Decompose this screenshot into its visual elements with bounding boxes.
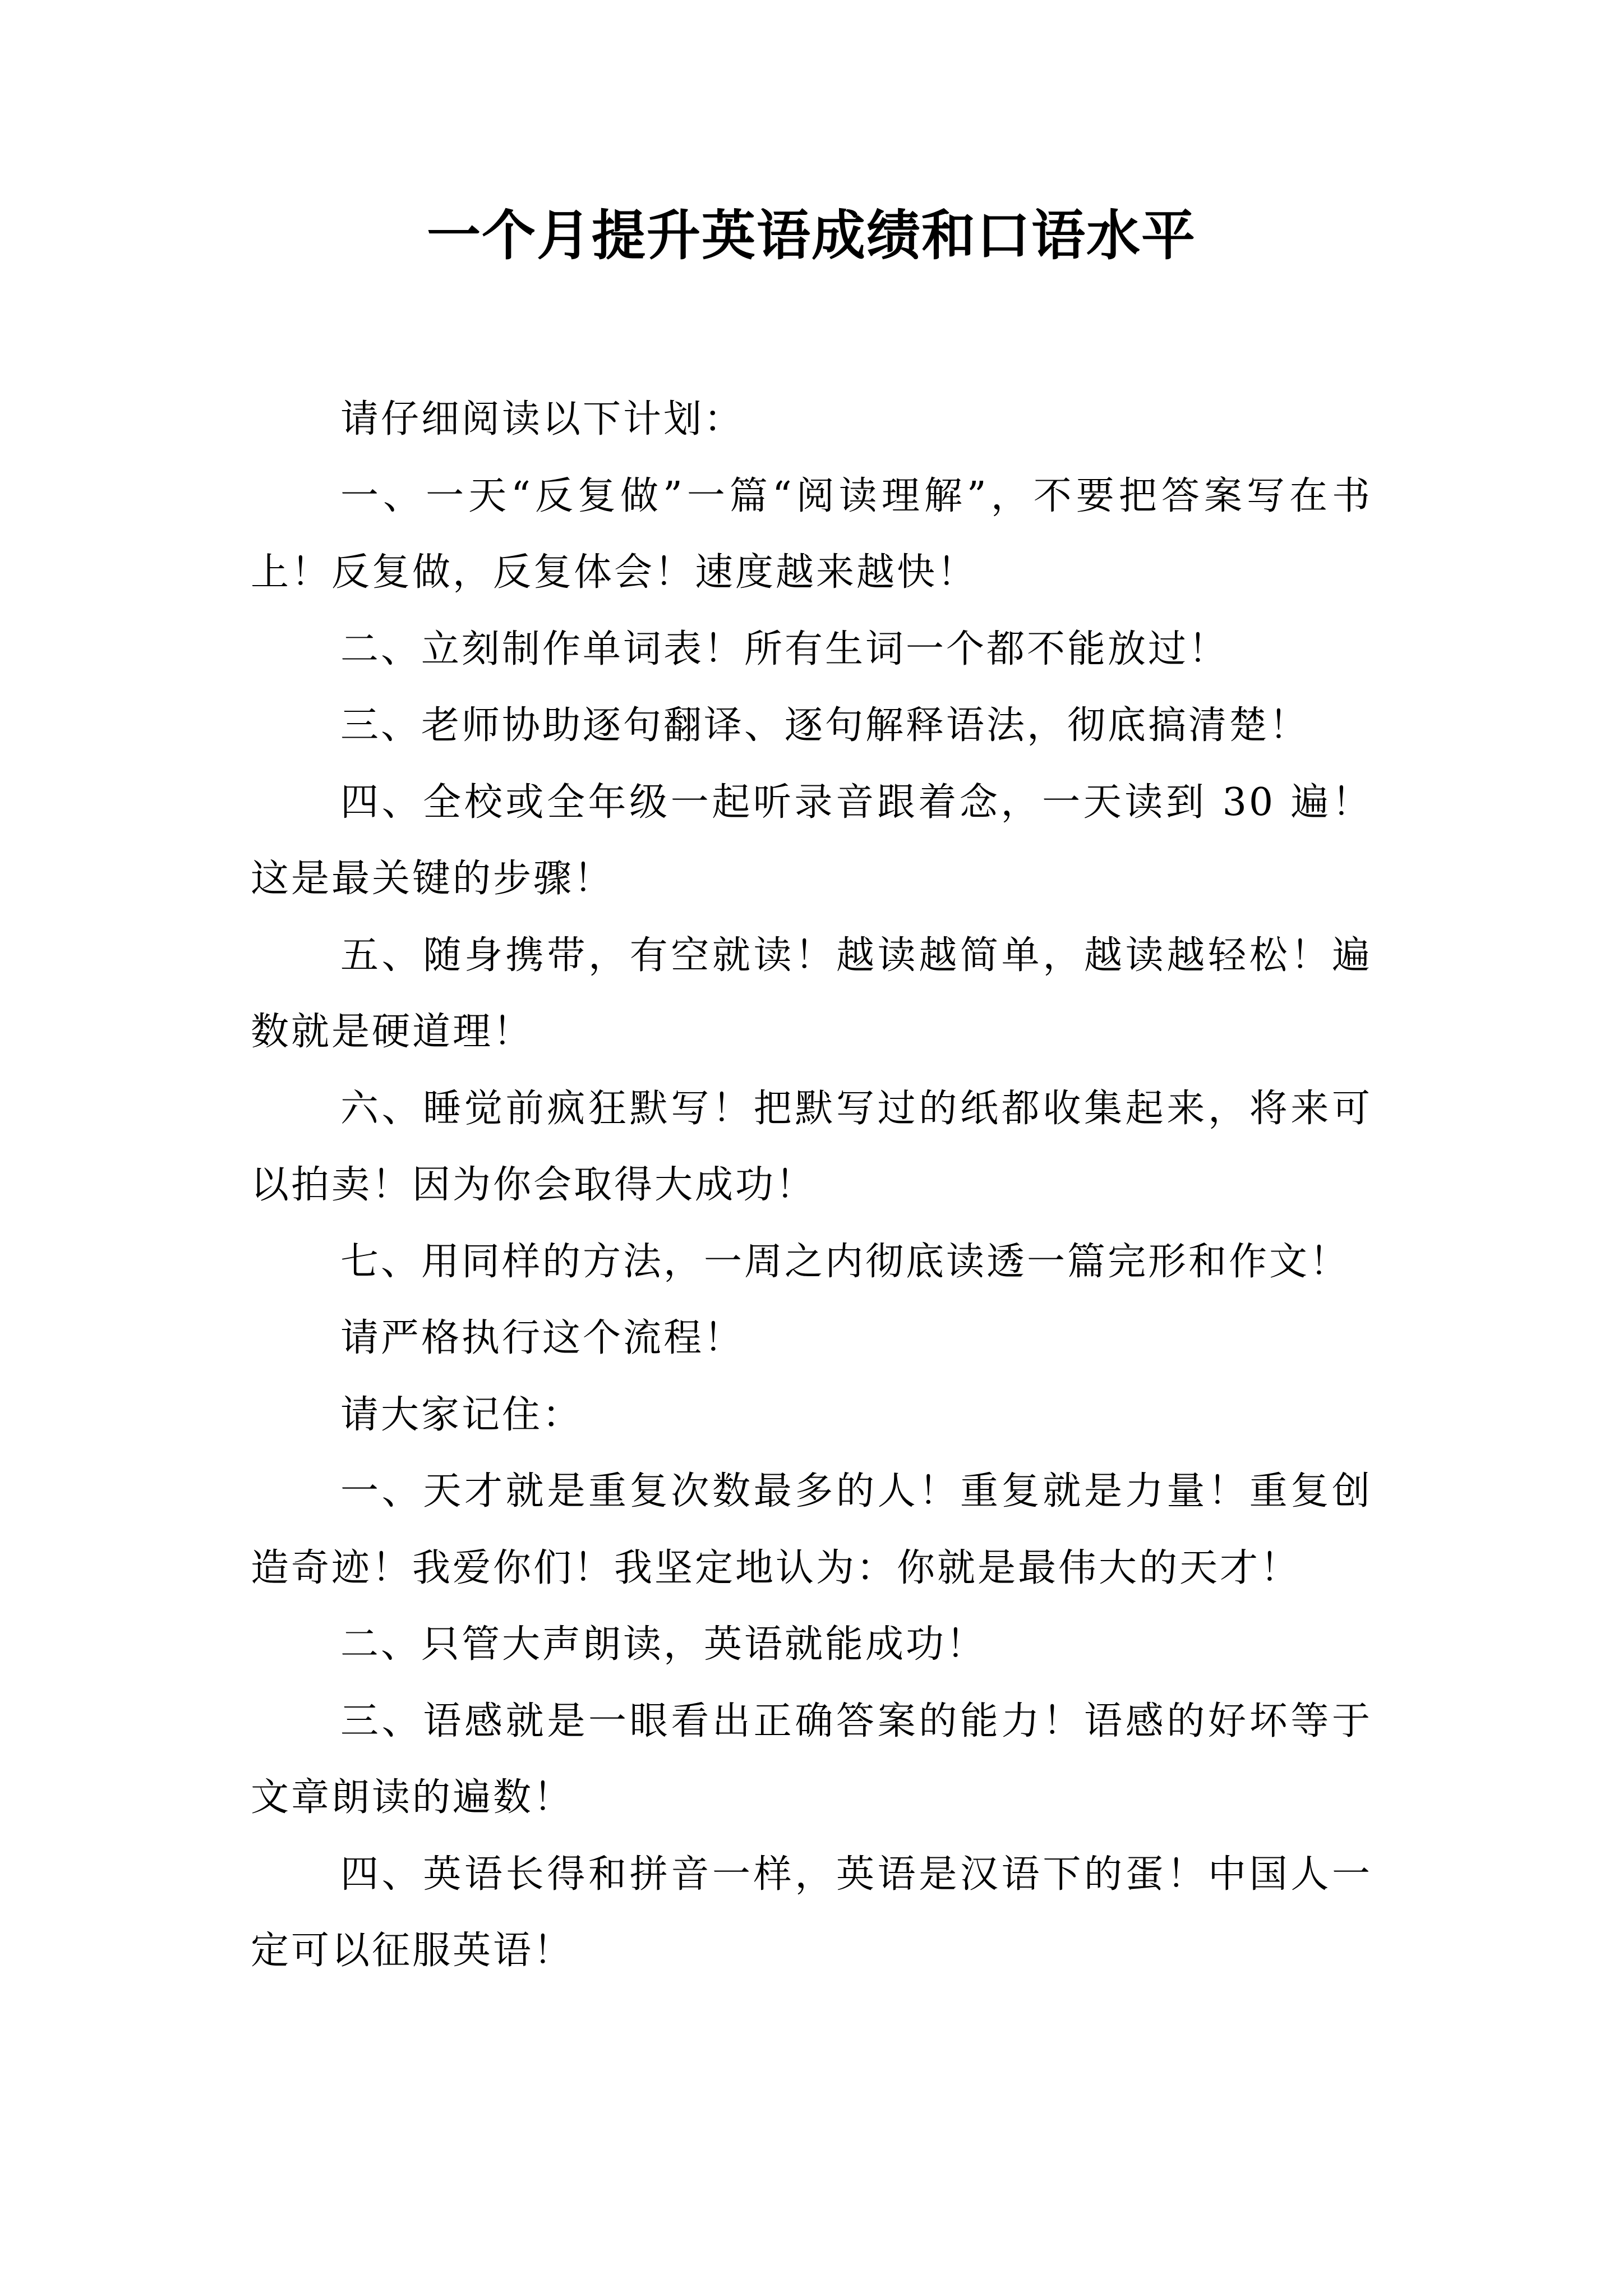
plan-step-5: 五、随身携带，有空就读！越读越简单，越读越轻松！遍数就是硬道理！ — [251, 933, 1372, 1054]
document-body — [251, 381, 1372, 1990]
remember-point-1: 一、天才就是重复次数最多的人！重复就是力量！重复创造奇迹！我爱你们！我坚定地认为：你就是最伟大的天才！ — [251, 1469, 1372, 1590]
plan-step-2: 二、立刻制作单词表！所有生词一个都不能放过！ — [340, 627, 1229, 671]
plan-step-6: 六、睡觉前疯狂默写！把默写过的纸都收集起来，将来可以拍卖！因为你会取得大成功！ — [251, 1086, 1372, 1207]
remember-point-4: 四、英语长得和拼音一样，英语是汉语下的蛋！中国人一定可以征服英语！ — [251, 1852, 1372, 1973]
plan-step-4: 四、全校或全年级一起听录音跟着念，一天读到 30 遍！这是最关键的步骤！ — [251, 780, 1372, 901]
plan-step-3: 三、老师协助逐句翻译、逐句解释语法，彻底搞清楚！ — [340, 703, 1310, 748]
document-title: 一个月提升英语成绩和口语水平 — [427, 204, 1196, 267]
intro-paragraph: 请仔细阅读以下计划： — [340, 397, 745, 441]
remember-point-3: 三、语感就是一眼看出正确答案的能力！语感的好坏等于文章朗读的遍数！ — [251, 1699, 1372, 1820]
remember-heading: 请大家记住： — [340, 1392, 583, 1437]
plan-step-1: 一、一天“反复做”一篇“阅读理解”，不要把答案写在书上！反复做，反复体会！速度越来越快！ — [251, 473, 1372, 595]
plan-step-7: 七、用同样的方法，一周之内彻底读透一篇完形和作文！ — [340, 1239, 1350, 1284]
remember-point-2: 二、只管大声朗读，英语就能成功！ — [340, 1622, 987, 1667]
execute-instruction: 请严格执行这个流程！ — [340, 1316, 745, 1360]
